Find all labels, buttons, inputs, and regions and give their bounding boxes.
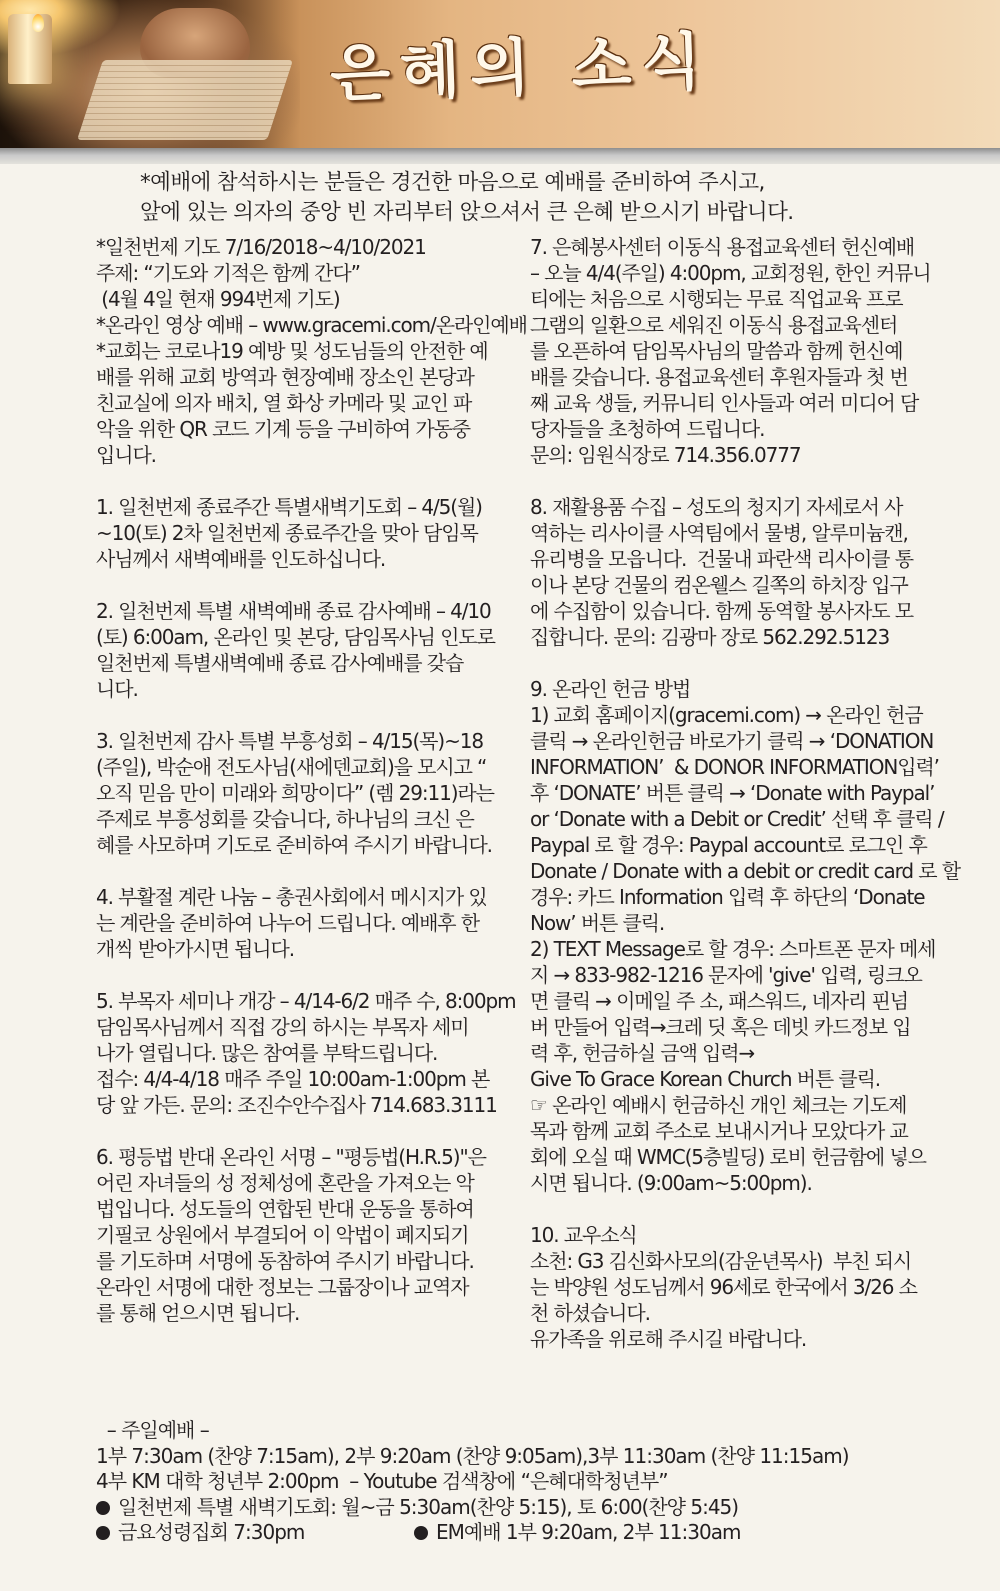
notice-line: 법입니다. 성도들의 연합된 반대 운동을 통하여 [96,1197,474,1221]
notice-line: Paypal 로 할 경우: Paypal account로 로그인 후 [530,833,927,857]
notice-line: ~10(토) 2차 일천번제 종료주간을 맞아 담임목 [96,521,478,545]
header-banner [0,0,1000,148]
notice-line: ☞ 온라인 예배시 헌금하신 개인 체크는 기도제 [530,1093,907,1117]
intro-line: 앞에 있는 의자의 중앙 빈 자리부터 앉으셔서 큰 은혜 받으시기 바랍니다. [140,200,794,225]
bullet-icon [96,1501,110,1515]
notice-line [530,468,946,494]
notice-line: – 오늘 4/4(주일) 4:00pm, 교회정원, 한인 커뮤니 [530,261,931,285]
notice-line: 회에 오실 때 WMC(5층빌딩) 로비 헌금함에 넣으 [530,1145,926,1169]
notice-line: 8. 재활용품 수집 – 성도의 청지기 자세로서 사 [530,495,903,519]
notice-line: 력 후, 헌금하실 금액 입력→ [530,1041,755,1065]
notice-line: 악을 위한 QR 코드 기계 등을 구비하여 가동중 [96,417,470,441]
page-title: 은혜의 소식 [329,24,713,111]
notice-line [96,468,516,494]
notice-line: 친교실에 의자 배치, 열 화상 카메라 및 교인 파 [96,391,472,415]
notice-line [530,1196,946,1222]
schedule-bullet-text: 일천번제 특별 새벽기도회: 월~금 5:30am(찬양 5:15), 토 6:00(찬양 5:45) [118,1494,739,1519]
notice-line: 개씩 받아가시면 됩니다. [96,937,294,961]
notice-line: 어린 자녀들의 성 정체성에 혼란을 가져오는 악 [96,1171,474,1195]
notice-line: 기필코 상원에서 부결되어 이 악법이 폐지되기 [96,1223,469,1247]
right-column [530,234,960,1352]
notice-line: 집합니다. 문의: 김광마 장로 562.292.5123 [530,625,890,649]
notice-line: 티에는 처음으로 시행되는 무료 직업교육 프로 [530,287,903,311]
bullet-icon [414,1526,428,1540]
notice-line: 는 계란을 준비하여 나누어 드립니다. 예배후 한 [96,911,479,935]
schedule-bullet-text: 금요성령집회 7:30pm [118,1520,305,1544]
notice-line: 를 오픈하여 담임목사님의 말씀과 함께 헌신예 [530,339,903,363]
candle-bible-photo [0,0,300,148]
notice-line: (토) 6:00am, 온라인 및 본당, 담임목사님 인도로 [96,625,495,649]
notice-line: 1) 교회 홈페이지(gracemi.com) → 온라인 헌금 [530,703,923,727]
notice-line: 온라인 서명에 대한 정보는 그룹장이나 교역자 [96,1275,469,1299]
schedule-bullet-item [96,1495,849,1521]
notice-line: 목과 함께 교회 주소로 보내시거나 모았다가 교 [530,1119,908,1143]
notice-line [96,962,516,988]
notice-line: 버 만들어 입력→크레 딧 혹은 데빗 카드정보 입 [530,1015,911,1039]
notice-line: 지 → 833-982-1216 문자에 'give' 입력, 링크오 [530,963,922,987]
notice-line: 혜를 사모하며 기도로 준비하여 주시기 바랍니다. [96,833,492,857]
notice-line: 경우: 카드 Information 입력 후 하단의 ‘Donate [530,885,925,909]
notice-line: 3. 일천번제 감사 특별 부흥성회 – 4/15(목)~18 [96,729,484,753]
notice-line: 9. 온라인 헌금 방법 [530,677,691,701]
notice-line: 담임목사님께서 직접 강의 하시는 부목자 세미 [96,1015,469,1039]
notice-line: 7. 은혜봉사센터 이동식 용접교육센터 헌신예배 [530,235,915,259]
notice-line: 5. 부목자 세미나 개강 – 4/14-6/2 매주 수, 8:00pm [96,989,516,1013]
notice-line: 배를 갖습니다. 용접교육센터 후원자들과 첫 번 [530,365,908,389]
notice-line: Donate / Donate with a debit or credit card 로 할 [530,859,960,883]
schedule-line: 1부 7:30am (찬양 7:15am), 2부 9:20am (찬양 9:05am),3부 11:30am (찬양 11:15am) [96,1443,849,1468]
notice-line: 를 기도하며 서명에 동참하여 주시기 바랍니다. [96,1249,474,1273]
notice-line: 4. 부활절 계란 나눔 – 총권사회에서 메시지가 있 [96,885,487,909]
notice-line: 에 수집함이 있습니다. 함께 동역할 봉사자도 모 [530,599,913,623]
notice-line: *일천번제 기도 7/16/2018~4/10/2021 [96,235,426,259]
notice-line: 역하는 리사이클 사역팀에서 물병, 알루미늄캔, [530,521,908,545]
candle-icon [8,14,52,84]
notice-line: *온라인 영상 예배 – www.gracemi.com/온라인예배 [96,313,527,337]
notice-line: 2) TEXT Message로 할 경우: 스마트폰 문자 메세 [530,937,936,961]
open-bible-image [77,60,293,140]
notice-line: 당 앞 가든. 문의: 조진수안수집사 714.683.3111 [96,1093,497,1117]
header-divider [0,148,1000,164]
bullet-icon [96,1526,110,1540]
notice-line: 문의: 임원식장로 714.356.0777 [530,443,801,467]
notice-line: 째 교육 생들, 커뮤니티 인사들과 여러 미디어 담 [530,391,919,415]
notice-line: Now’ 버튼 클릭. [530,911,665,935]
notice-line: *교회는 코로나19 예방 및 성도님들의 안전한 예 [96,339,488,363]
notice-line [96,858,516,884]
notice-line: 유가족을 위로해 주시길 바랍니다. [530,1327,807,1351]
notice-line: 는 박양원 성도님께서 96세로 한국에서 3/26 소 [530,1275,917,1299]
notice-line: 오직 믿음 만이 미래와 희망이다” (렘 29:11)라는 [96,781,494,805]
notice-line: 6. 평등법 반대 온라인 서명 – "평등법(H.R.5)"은 [96,1145,486,1169]
left-column [96,234,527,1326]
notice-line: 면 클릭 → 이메일 주 소, 패스워드, 네자리 핀넘 [530,989,908,1013]
notice-line: 그램의 일환으로 세워진 이동식 용접교육센터 [530,313,898,337]
notice-line [96,1118,516,1144]
notice-line: 소천: G3 김신화사모의(감운년목사) 부친 되시 [530,1249,912,1273]
schedule-heading: – 주일예배 – [96,1418,209,1442]
worship-schedule [96,1418,849,1546]
intro-line: *예배에 참석하시는 분들은 경건한 마음으로 예배를 준비하여 주시고, [140,170,765,195]
notice-line: (4월 4일 현재 994번제 기도) [96,287,340,311]
notice-line: or ‘Donate with a Debit or Credit’ 선택 후 클릭 / [530,807,944,831]
flame-icon [32,14,44,32]
notice-line: 주제로 부흥성회를 갖습니다, 하나님의 크신 은 [96,807,474,831]
notice-line: 이나 본당 건물의 컴온웰스 길쪽의 하치장 입구 [530,573,908,597]
notice-line: 1. 일천번제 종료주간 특별새벽기도회 – 4/5(월) [96,495,482,519]
notice-line: 클릭 → 온라인헌금 바로가기 클릭 → ‘DONATION [530,729,934,753]
intro-notice [140,168,793,228]
notice-line: 입니다. [96,443,156,467]
schedule-line: 4부 KM 대학 청년부 2:00pm – Youtube 검색창에 “은혜대학청년부” [96,1469,668,1493]
schedule-bullet-text: EM예배 1부 9:20am, 2부 11:30am [436,1520,741,1544]
notice-line: 유리병을 모읍니다. 건물내 파란색 리사이클 통 [530,547,913,571]
notice-line: 주제: “기도와 기적은 함께 간다” [96,261,360,285]
notice-line [96,572,516,598]
notice-line [96,702,516,728]
notice-line: 니다. [96,677,138,701]
notice-line: 시면 됩니다. (9:00am~5:00pm). [530,1171,812,1195]
notice-line: Give To Grace Korean Church 버튼 클릭. [530,1067,881,1091]
schedule-bullet-row [96,1520,849,1546]
notice-line: 후 ‘DONATE’ 버튼 클릭 → ‘Donate with Paypal’ [530,781,935,805]
notice-line: 10. 교우소식 [530,1223,637,1247]
notice-line: 2. 일천번제 특별 새벽예배 종료 감사예배 – 4/10 [96,599,491,623]
notice-line: 접수: 4/4-4/18 매주 주일 10:00am-1:00pm 본 [96,1067,490,1091]
notice-line: 배를 위해 교회 방역과 현장예배 장소인 본당과 [96,365,474,389]
notice-line: 나가 열립니다. 많은 참여를 부탁드립니다. [96,1041,438,1065]
notice-line: 사님께서 새벽예배를 인도하십니다. [96,547,386,571]
notice-line: INFORMATION’ & DONOR INFORMATION입력’ [530,755,939,779]
schedule-bullet-item [414,1520,740,1546]
notice-line: 천 하셨습니다. [530,1301,650,1325]
schedule-bullet-item [96,1520,414,1546]
notice-line [530,650,946,676]
notice-line: 를 통해 얻으시면 됩니다. [96,1301,300,1325]
notice-line: (주일), 박순애 전도사님(새에덴교회)을 모시고 “ [96,755,487,779]
notice-line: 일천번제 특별새벽예배 종료 감사예배를 갖습 [96,651,464,675]
notice-line: 당자들을 초청하여 드립니다. [530,417,765,441]
